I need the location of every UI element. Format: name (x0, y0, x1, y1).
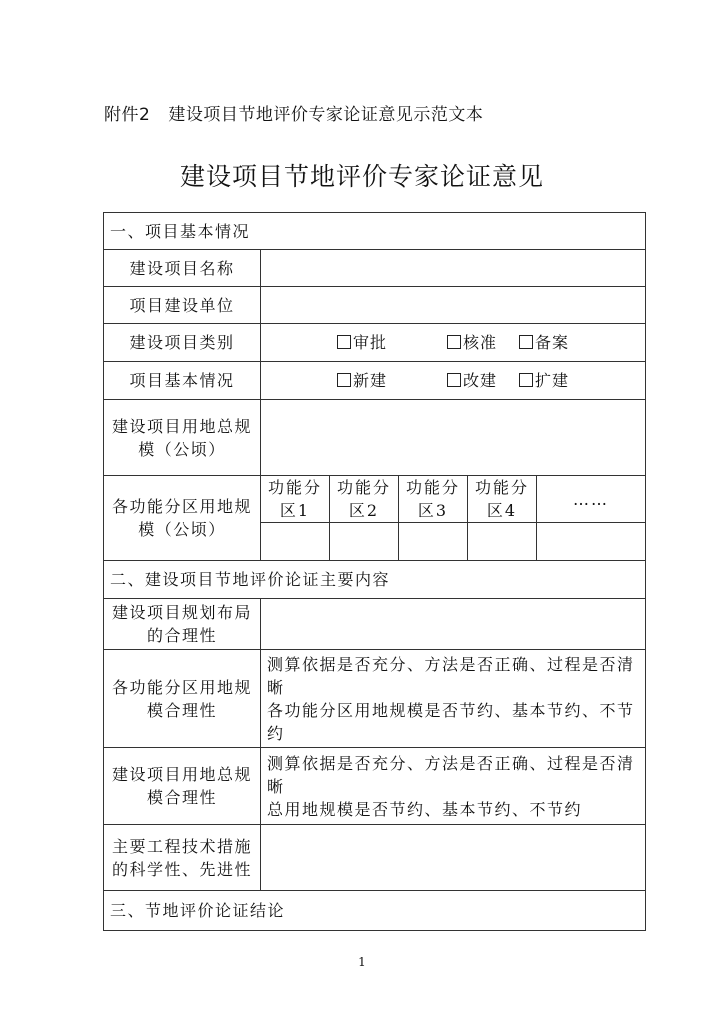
section-2-heading: 二、建设项目节地评价论证主要内容 (104, 561, 646, 599)
checkbox-icon[interactable] (447, 373, 461, 387)
verification-option[interactable] (447, 331, 497, 354)
more-zones-value-field[interactable] (537, 523, 646, 561)
engineering-measures-label: 主要工程技术措施的科学性、先进性 (104, 825, 261, 891)
attachment-title: 建设项目节地评价专家论证意见示范文本 (168, 105, 484, 125)
project-name-field[interactable] (261, 250, 646, 287)
expert-opinion-form (103, 212, 646, 931)
option-label: 审批 (352, 333, 387, 352)
total-land-label: 建设项目用地总规模（公顷） (104, 400, 261, 476)
section-1-heading: 一、项目基本情况 (104, 213, 646, 250)
zone-scale-content[interactable] (261, 650, 646, 748)
zone-scale-label: 各功能分区用地规模合理性 (104, 650, 261, 748)
option-label: 备案 (535, 333, 570, 352)
total-scale-content[interactable] (261, 748, 646, 825)
checkbox-icon[interactable] (519, 373, 533, 387)
zone-3-header: 功能分区3 (399, 476, 468, 523)
checkbox-icon[interactable] (519, 335, 533, 349)
checkbox-icon[interactable] (337, 373, 351, 387)
zone-1-header: 功能分区1 (261, 476, 330, 523)
zone-2-value-field[interactable] (330, 523, 399, 561)
total-scale-criteria-1: 测算依据是否充分、方法是否正确、过程是否清晰 (267, 753, 635, 796)
section-3-heading: 三、节地评价论证结论 (104, 891, 646, 931)
option-label: 核准 (463, 333, 498, 352)
engineering-measures-field[interactable] (261, 825, 646, 891)
checkbox-icon[interactable] (447, 335, 461, 349)
zone-scale-criteria-1: 测算依据是否充分、方法是否正确、过程是否清晰 (267, 654, 635, 697)
layout-rationality-field[interactable] (261, 599, 646, 650)
checkbox-icon[interactable] (337, 335, 351, 349)
attachment-number: 附件2 (104, 105, 151, 125)
renovation-option[interactable] (447, 369, 497, 392)
zone-3-value-field[interactable] (399, 523, 468, 561)
basic-status-options (261, 362, 646, 400)
page-number: 1 (358, 955, 366, 969)
approval-option[interactable] (337, 331, 387, 354)
option-label: 扩建 (535, 371, 570, 390)
document-title: 建设项目节地评价专家论证意见 (179, 162, 544, 191)
zone-4-header: 功能分区4 (468, 476, 537, 523)
project-category-options (261, 324, 646, 362)
total-scale-label: 建设项目用地总规模合理性 (104, 748, 261, 825)
attachment-header (104, 100, 483, 125)
new-build-option[interactable] (337, 369, 387, 392)
zone-scale-criteria-2: 各功能分区用地规模是否节约、基本节约、不节约 (267, 700, 635, 743)
more-zones-header: …… (537, 476, 646, 523)
total-land-field[interactable] (261, 400, 646, 476)
zone-land-label: 各功能分区用地规模（公顷） (104, 476, 261, 561)
option-label: 改建 (463, 371, 498, 390)
zone-1-value-field[interactable] (261, 523, 330, 561)
total-scale-criteria-2: 总用地规模是否节约、基本节约、不节约 (267, 799, 583, 819)
zone-2-header: 功能分区2 (330, 476, 399, 523)
expansion-option[interactable] (519, 369, 569, 392)
option-label: 新建 (352, 371, 387, 390)
project-name-label: 建设项目名称 (104, 250, 261, 287)
layout-rationality-label: 建设项目规划布局的合理性 (104, 599, 261, 650)
zone-4-value-field[interactable] (468, 523, 537, 561)
filing-option[interactable] (519, 331, 569, 354)
construction-unit-label: 项目建设单位 (104, 287, 261, 324)
construction-unit-field[interactable] (261, 287, 646, 324)
basic-status-label: 项目基本情况 (104, 362, 261, 400)
project-category-label: 建设项目类别 (104, 324, 261, 362)
